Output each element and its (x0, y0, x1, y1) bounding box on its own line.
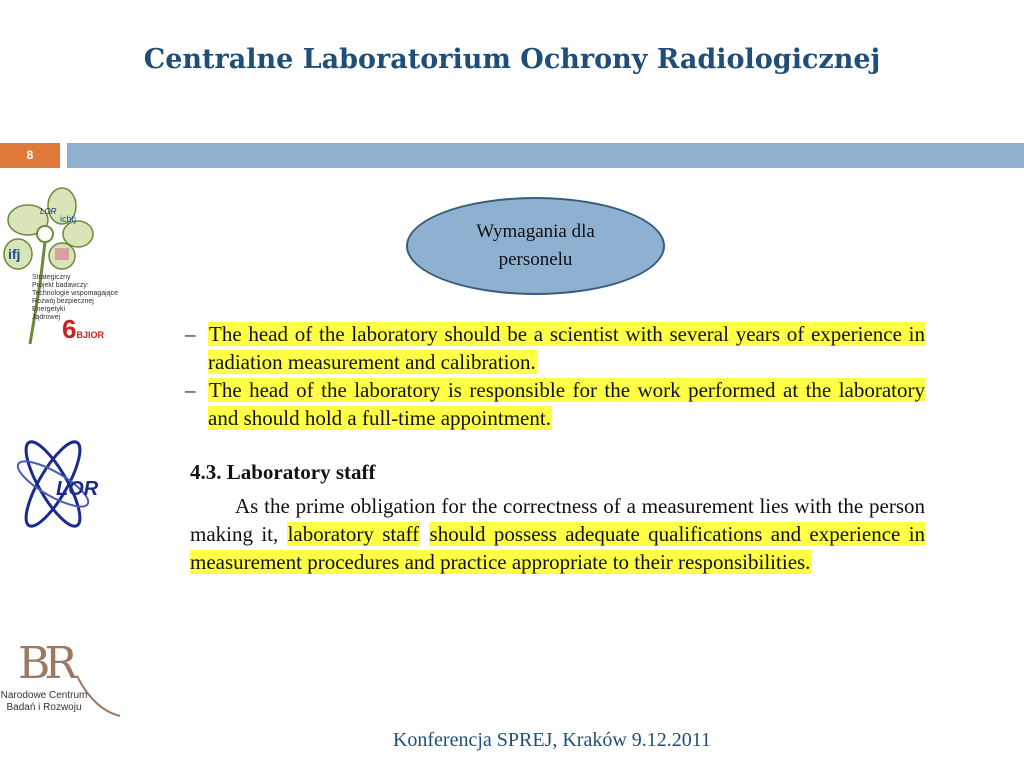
header-band (67, 143, 1024, 168)
slide-number: 8 (0, 143, 60, 168)
ncbr-logo (0, 640, 125, 720)
dash-bullet: – (185, 378, 196, 402)
ncbr-letters: BR (18, 638, 72, 689)
section-paragraph (190, 492, 925, 576)
para-plain-text: As the prime obligation for the correctness of a measurement lies with the person making it, (190, 494, 925, 546)
clor-text: LOR (56, 478, 99, 500)
sprej-line: Energetyki (32, 306, 66, 313)
sprej-logo (0, 184, 118, 349)
clor-logo (8, 430, 108, 538)
document-excerpt (185, 320, 925, 576)
svg-text:LOR: LOR (40, 207, 57, 216)
oval-text: Wymagania dla personelu (476, 221, 595, 270)
ncbr-line2: Badań i Rozwoju (6, 702, 82, 713)
sprej-badge-number: 6 (62, 314, 77, 344)
section-heading: 4.3. Laboratory staff (190, 460, 376, 484)
sprej-line: Jądrowej (32, 314, 61, 321)
svg-text:ifj: ifj (8, 246, 21, 262)
bullet-text-highlighted: The head of the laboratory is responsible for the work performed at the laboratory and should hold a full-time appointment. (208, 378, 925, 430)
sprej-line: Rozwój bezpiecznej (32, 298, 94, 305)
footer-text: Konferencja SPREJ, Kraków 9.12.2011 (392, 729, 712, 751)
bullet-item (185, 320, 925, 376)
sprej-line: Technologie wspomagające (32, 290, 118, 297)
para-highlight-1: laboratory staff (287, 522, 420, 546)
ncbr-line1: Narodowe Centrum (0, 690, 88, 701)
sprej-line: Projekt badawczy: (32, 282, 89, 289)
sprej-badge-suffix: BJIOR (76, 330, 104, 340)
requirements-oval (406, 197, 665, 295)
dash-bullet: – (185, 322, 196, 346)
slide-title: Centralne Laboratorium Ochrony Radiologicznej (143, 44, 881, 75)
sprej-line: Strategiczny (32, 274, 71, 281)
bullet-text-highlighted: The head of the laboratory should be a scientist with several years of experience in radiation measurement and calibration. (208, 322, 925, 374)
bullet-item (185, 376, 925, 432)
para-highlight-2: should possess adequate qualifications and experience in measurement procedures and practice appropriate to their responsibilities. (190, 522, 926, 574)
svg-text:ichtj: ichtj (60, 214, 77, 224)
